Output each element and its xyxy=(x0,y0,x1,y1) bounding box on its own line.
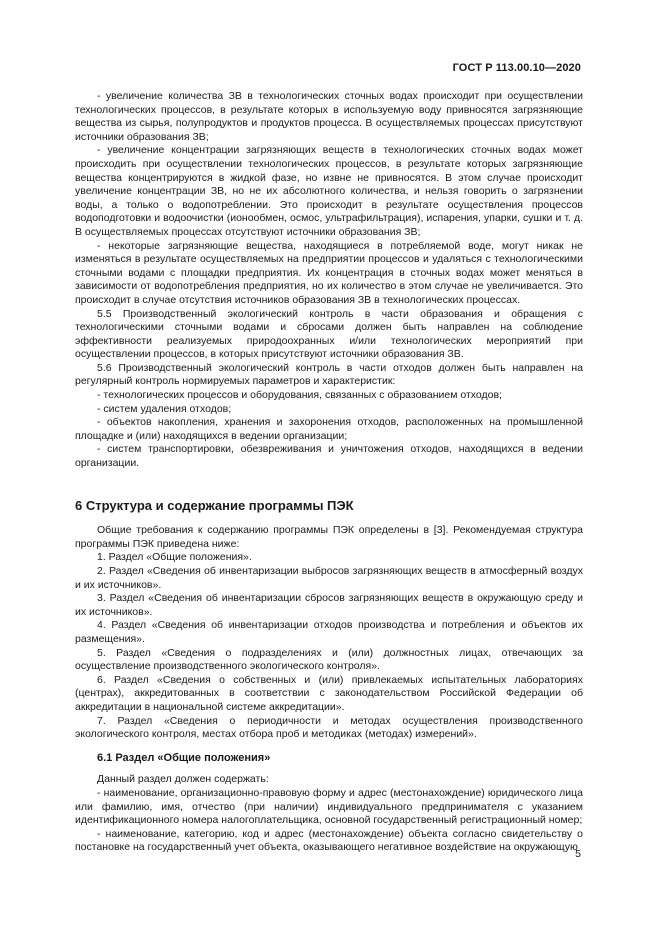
page-body xyxy=(75,90,583,855)
paragraph: Данный раздел должен содержать: xyxy=(97,773,269,786)
paragraph: 5.6 Производственный экологический контроль в части отходов должен быть направлен на регулярный контроль нормируемых параметров и характеристик: xyxy=(75,361,583,388)
list-item: - объектов накопления, хранения и захоронения отходов, расположенных на промышленной площадке и (или) находящихся в ведении организации; xyxy=(75,416,583,442)
paragraph: - увеличение концентрации загрязняющих веществ в технологических сточных водах может происходить при осуществлении технологических процессов, в результате которых загрязняющие вещества концентрируются в жидкой фазе, но извне не привносятся. В этом случае происходит увеличение концентрации ЗВ, но не их абсолютного количества, и нельзя говорить о загрязнении воды, а только о водопотреблении. Это происходит в результате осуществления процессов водоподготовки и водоочистки (ионообмен, осмос, ультрафильтрация), испарения, упарки, сушки и т. д. В осуществляемых процессах отсутствуют источники образования ЗВ; xyxy=(75,144,583,238)
list-item: 7. Раздел «Сведения о периодичности и методах осуществления производственного экологического контроля, местах отбора проб и методиках (методах) измерений». xyxy=(75,714,583,741)
list-item: 5. Раздел «Сведения о подразделениях и (или) должностных лицах, отвечающих за осуществление производственного экологического контроля». xyxy=(75,646,583,673)
list-item: - технологических процессов и оборудования, связанных с образованием отходов; xyxy=(97,389,502,402)
list-item: 2. Раздел «Сведения об инвентаризации выбросов загрязняющих веществ в атмосферный воздух и их источников». xyxy=(75,565,583,591)
list-item: - наименование, организационно-правовую форму и адрес (местонахождение) юридического лица или фамилию, имя, отчество (при наличии) индивидуального предпринимателя с указанием идентификационного номера налогоплательщика, основной государственный регистрационный номер; xyxy=(75,786,583,827)
page-number: 5 xyxy=(575,848,581,860)
section-heading: 6 Структура и содержание программы ПЭК xyxy=(75,497,354,513)
paragraph: - увеличение количества ЗВ в технологических сточных водах происходит при осуществлении технологических процессов, в результате которых в используемую воду привносятся загрязняющие вещества из сырья, полупродуктов и продуктов процесса. В осуществляемых процессах присутствуют источники образования ЗВ; xyxy=(75,90,583,143)
list-item: 1. Раздел «Общие положения». xyxy=(97,551,252,564)
list-item: - систем удаления отходов; xyxy=(97,402,232,415)
list-item: - систем транспортировки, обезвреживания и уничтожения отходов, находящихся в ведении организации. xyxy=(75,443,583,470)
paragraph: - некоторые загрязняющие вещества, находящиеся в потребляемой воде, могут никак не изменяться в результате осуществляемых на предприятии процессов и удаляться с технологическими сточными водами с площадки предприятия. Их концентрация в сточных водах может меняться в зависимости от водопотребления предприятия, но их количество в этом случае не увеличивается. Это происходит в случае отсутствия источников образования ЗВ в технологических процессах. xyxy=(75,239,583,306)
subsection-heading: 6.1 Раздел «Общие положения» xyxy=(97,751,271,764)
paragraph: Общие требования к содержанию программы ПЭК определены в [3]. Рекомендуемая структура программы ПЭК приведена ниже: xyxy=(75,524,583,550)
document-header: ГОСТ Р 113.00.10—2020 xyxy=(452,62,581,74)
list-item: 3. Раздел «Сведения об инвентаризации сбросов загрязняющих веществ в окружающую среду и их источников». xyxy=(75,592,583,618)
list-item: - наименование, категорию, код и адрес (местонахождение) объекта согласно свидетельству о постановке на государственный учет объекта, оказывающего негативное воздействие на окружающую xyxy=(75,827,583,854)
list-item: 4. Раздел «Сведения об инвентаризации отходов производства и потребления и объектов их размещения». xyxy=(75,619,583,645)
list-item: 6. Раздел «Сведения о собственных и (или) привлекаемых испытательных лабораториях (центрах), аккредитованных в соответствии с законодательством Российской Федерации об аккредитации в национальной системе аккредитации». xyxy=(75,673,583,713)
paragraph: 5.5 Производственный экологический контроль в части образования и обращения с технологическими сточными водами и сбросами должен быть направлен на соблюдение эффективности реализуемых природоохранных и/или технологических мероприятий при осуществлении процессов, в которых присутствуют источники образования ЗВ. xyxy=(75,307,583,361)
